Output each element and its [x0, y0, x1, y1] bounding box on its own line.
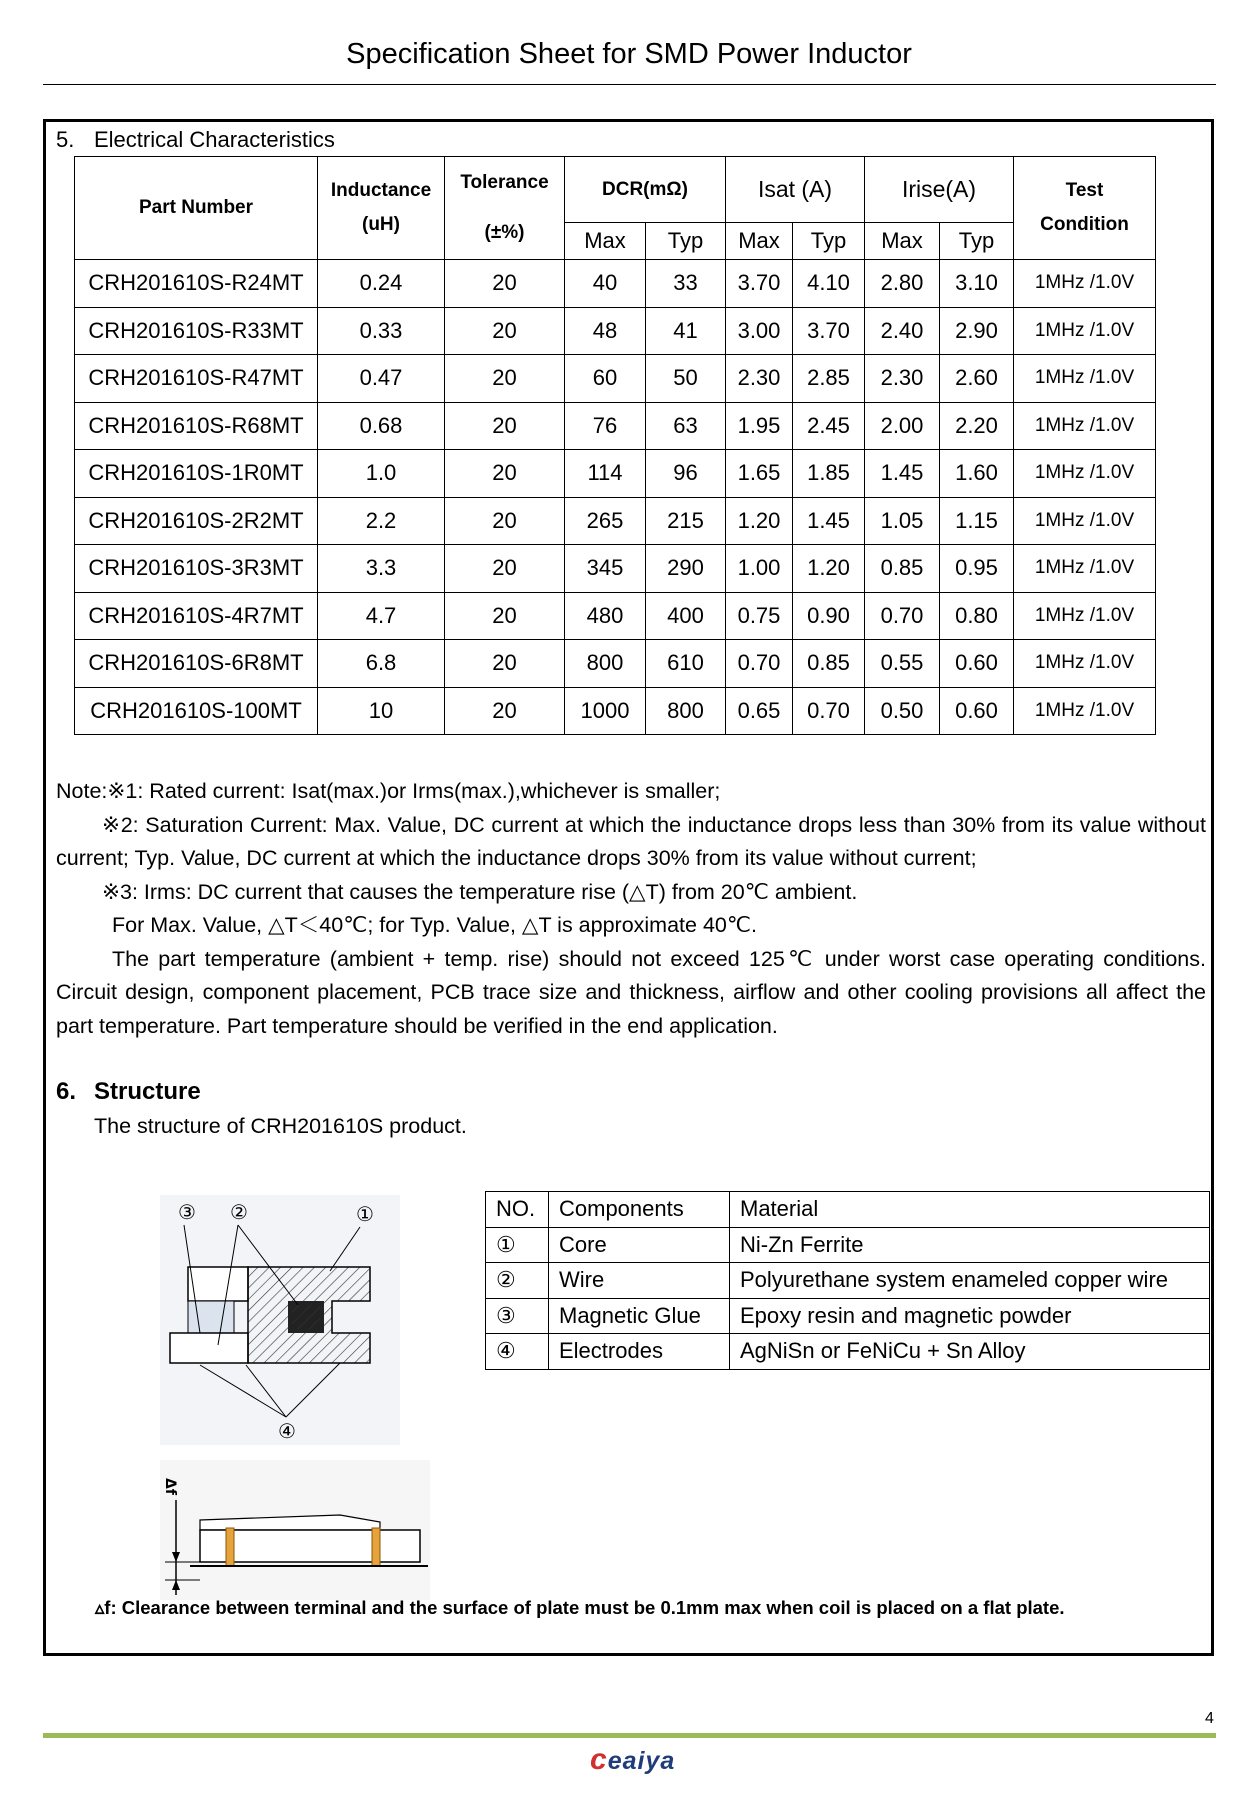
cell-dcr-typ: 96 — [646, 450, 726, 498]
cell-isat-typ: 3.70 — [793, 307, 865, 355]
section-5-number: 5. — [56, 127, 75, 152]
cell-irise-typ: 0.80 — [940, 592, 1014, 640]
material-name: AgNiSn or FeNiCu + Sn Alloy — [730, 1334, 1210, 1370]
table-row — [75, 307, 1156, 355]
cell-irise-max: 2.40 — [865, 307, 940, 355]
cell-isat-typ: 2.45 — [793, 402, 865, 450]
table-row — [75, 450, 1156, 498]
notes-block — [56, 775, 1206, 1043]
cell-dcr-max: 60 — [565, 355, 646, 403]
header-irise-max: Max — [865, 223, 940, 260]
electrical-characteristics-table — [74, 156, 1156, 735]
table-row — [75, 545, 1156, 593]
cell-irise-max: 0.50 — [865, 687, 940, 735]
table-row — [75, 497, 1156, 545]
cell-irise-typ: 0.60 — [940, 687, 1014, 735]
cell-part-number: CRH201610S-2R2MT — [75, 497, 318, 545]
header-tolerance-unit: (±%) — [484, 222, 525, 243]
header-irise-typ: Typ — [940, 223, 1014, 260]
cell-isat-max: 3.00 — [726, 307, 793, 355]
cell-tolerance: 20 — [445, 545, 565, 593]
material-no: ① — [486, 1227, 549, 1263]
section-5-heading — [56, 127, 335, 153]
cell-tolerance: 20 — [445, 260, 565, 308]
cell-isat-max: 2.30 — [726, 355, 793, 403]
cell-dcr-max: 40 — [565, 260, 646, 308]
cell-part-number: CRH201610S-3R3MT — [75, 545, 318, 593]
cell-irise-typ: 0.95 — [940, 545, 1014, 593]
cell-tolerance: 20 — [445, 592, 565, 640]
mat-header-material: Material — [730, 1192, 1210, 1228]
cell-part-number: CRH201610S-4R7MT — [75, 592, 318, 640]
cell-part-number: CRH201610S-R33MT — [75, 307, 318, 355]
header-inductance-unit: (uH) — [362, 214, 400, 235]
cell-part-number: CRH201610S-R47MT — [75, 355, 318, 403]
header-tolerance — [445, 157, 565, 260]
note-4: For Max. Value, △T＜40℃; for Typ. Value, △T is approximate 40℃. — [112, 913, 757, 937]
cell-dcr-max: 265 — [565, 497, 646, 545]
cell-dcr-typ: 41 — [646, 307, 726, 355]
cell-tolerance: 20 — [445, 355, 565, 403]
cell-part-number: CRH201610S-6R8MT — [75, 640, 318, 688]
cell-inductance: 2.2 — [318, 497, 445, 545]
cell-isat-typ: 2.85 — [793, 355, 865, 403]
materials-table — [485, 1191, 1210, 1370]
cell-dcr-max: 76 — [565, 402, 646, 450]
cell-tolerance: 20 — [445, 307, 565, 355]
cell-test-condition: 1MHz /1.0V — [1014, 402, 1156, 450]
header-irise: Irise(A) — [865, 157, 1014, 223]
cell-inductance: 3.3 — [318, 545, 445, 593]
caaiya-logo — [590, 1743, 675, 1777]
cell-dcr-typ: 290 — [646, 545, 726, 593]
section-5-title: Electrical Characteristics — [94, 127, 335, 152]
material-no: ④ — [486, 1334, 549, 1370]
cell-isat-typ: 1.85 — [793, 450, 865, 498]
cell-tolerance: 20 — [445, 402, 565, 450]
cell-test-condition: 1MHz /1.0V — [1014, 307, 1156, 355]
mat-header-no: NO. — [486, 1192, 549, 1228]
clearance-footnote: ▵f: Clearance between terminal and the surface of plate must be 0.1mm max when coil is placed on a flat plate. — [95, 1597, 1065, 1618]
cell-part-number: CRH201610S-R24MT — [75, 260, 318, 308]
table-row — [75, 687, 1156, 735]
cell-inductance: 0.24 — [318, 260, 445, 308]
cell-irise-max: 2.00 — [865, 402, 940, 450]
header-inductance — [318, 157, 445, 260]
cell-dcr-max: 48 — [565, 307, 646, 355]
cell-dcr-typ: 63 — [646, 402, 726, 450]
header-isat-max: Max — [726, 223, 793, 260]
cell-test-condition: 1MHz /1.0V — [1014, 640, 1156, 688]
cell-tolerance: 20 — [445, 450, 565, 498]
table-row — [75, 640, 1156, 688]
cell-isat-max: 0.70 — [726, 640, 793, 688]
material-row — [486, 1298, 1210, 1334]
cell-test-condition: 1MHz /1.0V — [1014, 497, 1156, 545]
cell-test-condition: 1MHz /1.0V — [1014, 545, 1156, 593]
label-3-top: ③ — [178, 1200, 196, 1224]
table-row — [75, 402, 1156, 450]
label-2-top: ② — [230, 1200, 248, 1224]
cell-inductance: 6.8 — [318, 640, 445, 688]
material-no: ② — [486, 1263, 549, 1299]
cell-dcr-typ: 610 — [646, 640, 726, 688]
cell-isat-max: 1.00 — [726, 545, 793, 593]
page-title: Specification Sheet for SMD Power Inductor — [346, 38, 912, 70]
cell-inductance: 0.47 — [318, 355, 445, 403]
cell-isat-max: 0.65 — [726, 687, 793, 735]
material-no: ③ — [486, 1298, 549, 1334]
cell-irise-max: 2.30 — [865, 355, 940, 403]
material-name: Polyurethane system enameled copper wire — [730, 1263, 1210, 1299]
cell-isat-typ: 0.90 — [793, 592, 865, 640]
cell-irise-typ: 0.60 — [940, 640, 1014, 688]
cell-tolerance: 20 — [445, 687, 565, 735]
cell-dcr-typ: 800 — [646, 687, 726, 735]
note-1: Note:※1: Rated current: Isat(max.)or Irms(max.),whichever is smaller; — [56, 779, 721, 803]
material-name: Epoxy resin and magnetic powder — [730, 1298, 1210, 1334]
header-inductance-label: Inductance — [330, 180, 432, 201]
note-3: ※3: Irms: DC current that causes the temperature rise (△T) from 20℃ ambient. — [102, 879, 858, 904]
cell-test-condition: 1MHz /1.0V — [1014, 592, 1156, 640]
structure-cross-section-diagram — [160, 1195, 400, 1445]
cell-inductance: 0.33 — [318, 307, 445, 355]
header-dcr-typ: Typ — [646, 223, 726, 260]
footer-divider — [43, 1733, 1216, 1738]
header-dcr-max: Max — [565, 223, 646, 260]
cell-irise-typ: 2.60 — [940, 355, 1014, 403]
cell-dcr-typ: 33 — [646, 260, 726, 308]
cell-dcr-max: 114 — [565, 450, 646, 498]
cell-inductance: 4.7 — [318, 592, 445, 640]
cell-irise-max: 0.85 — [865, 545, 940, 593]
cell-irise-typ: 2.90 — [940, 307, 1014, 355]
cell-irise-max: 0.55 — [865, 640, 940, 688]
cell-dcr-typ: 400 — [646, 592, 726, 640]
cell-inductance: 1.0 — [318, 450, 445, 498]
cell-part-number: CRH201610S-1R0MT — [75, 450, 318, 498]
cell-isat-typ: 1.20 — [793, 545, 865, 593]
material-name: Ni-Zn Ferrite — [730, 1227, 1210, 1263]
cell-dcr-max: 345 — [565, 545, 646, 593]
cell-dcr-max: 800 — [565, 640, 646, 688]
cell-dcr-typ: 50 — [646, 355, 726, 403]
cell-isat-max: 1.95 — [726, 402, 793, 450]
cell-irise-max: 1.05 — [865, 497, 940, 545]
cell-irise-typ: 1.60 — [940, 450, 1014, 498]
note-2: ※2: Saturation Current: Max. Value, DC current at which the inductance drops less than 30% from its value without current; Typ. Value, DC current at which the inductance drops 30% from its value without current; — [56, 812, 1206, 870]
cell-isat-max: 1.65 — [726, 450, 793, 498]
cell-isat-typ: 1.45 — [793, 497, 865, 545]
clearance-diagram — [160, 1460, 430, 1600]
note-5: The part temperature (ambient + temp. rise) should not exceed 125℃ under worst case operating conditions. Circuit design, component placement, PCB trace size and thickness, airflow and other cooling provisions all affect the part temperature. Part temperature should be verified in the end application. — [56, 946, 1206, 1038]
material-row — [486, 1334, 1210, 1370]
cell-part-number: CRH201610S-100MT — [75, 687, 318, 735]
material-row — [486, 1263, 1210, 1299]
cell-test-condition: 1MHz /1.0V — [1014, 260, 1156, 308]
section-6-heading — [56, 1078, 201, 1106]
header-part-number: Part Number — [75, 157, 318, 260]
logo-text: eaiya — [607, 1747, 676, 1775]
header-isat: Isat (A) — [726, 157, 865, 223]
cell-irise-max: 1.45 — [865, 450, 940, 498]
cell-dcr-max: 480 — [565, 592, 646, 640]
cell-part-number: CRH201610S-R68MT — [75, 402, 318, 450]
label-1-top: ① — [356, 1202, 374, 1226]
page-number: 4 — [1205, 1710, 1214, 1727]
title-divider — [43, 84, 1216, 85]
cell-dcr-typ: 215 — [646, 497, 726, 545]
section-6-number: 6. — [56, 1078, 77, 1105]
cell-tolerance: 20 — [445, 497, 565, 545]
cell-test-condition: 1MHz /1.0V — [1014, 450, 1156, 498]
material-component: Magnetic Glue — [549, 1298, 730, 1334]
header-tolerance-label: Tolerance — [460, 172, 549, 193]
cell-isat-typ: 0.70 — [793, 687, 865, 735]
cell-test-condition: 1MHz /1.0V — [1014, 687, 1156, 735]
logo-c: c — [590, 1743, 608, 1776]
mat-header-components: Components — [549, 1192, 730, 1228]
cell-inductance: 0.68 — [318, 402, 445, 450]
material-component: Wire — [549, 1263, 730, 1299]
material-component: Electrodes — [549, 1334, 730, 1370]
delta-f-label: Δf — [162, 1478, 178, 1495]
header-condition-label: Condition — [1040, 214, 1129, 235]
section-6-title: Structure — [94, 1078, 201, 1105]
material-row — [486, 1227, 1210, 1263]
section-6-description: The structure of CRH201610S product. — [94, 1114, 467, 1138]
cell-inductance: 10 — [318, 687, 445, 735]
table-row — [75, 592, 1156, 640]
cell-irise-max: 0.70 — [865, 592, 940, 640]
cell-isat-max: 0.75 — [726, 592, 793, 640]
cell-test-condition: 1MHz /1.0V — [1014, 355, 1156, 403]
label-4-bottom: ④ — [278, 1419, 296, 1443]
cell-tolerance: 20 — [445, 640, 565, 688]
header-test-label: Test — [1065, 180, 1104, 201]
cell-irise-typ: 2.20 — [940, 402, 1014, 450]
table-row — [75, 355, 1156, 403]
header-dcr: DCR(mΩ) — [565, 157, 726, 223]
header-test-condition — [1014, 157, 1156, 260]
material-component: Core — [549, 1227, 730, 1263]
cell-isat-typ: 4.10 — [793, 260, 865, 308]
cell-isat-max: 3.70 — [726, 260, 793, 308]
header-isat-typ: Typ — [793, 223, 865, 260]
cell-dcr-max: 1000 — [565, 687, 646, 735]
cell-irise-typ: 3.10 — [940, 260, 1014, 308]
cell-isat-typ: 0.85 — [793, 640, 865, 688]
cell-irise-typ: 1.15 — [940, 497, 1014, 545]
cell-isat-max: 1.20 — [726, 497, 793, 545]
cell-irise-max: 2.80 — [865, 260, 940, 308]
table-row — [75, 260, 1156, 308]
